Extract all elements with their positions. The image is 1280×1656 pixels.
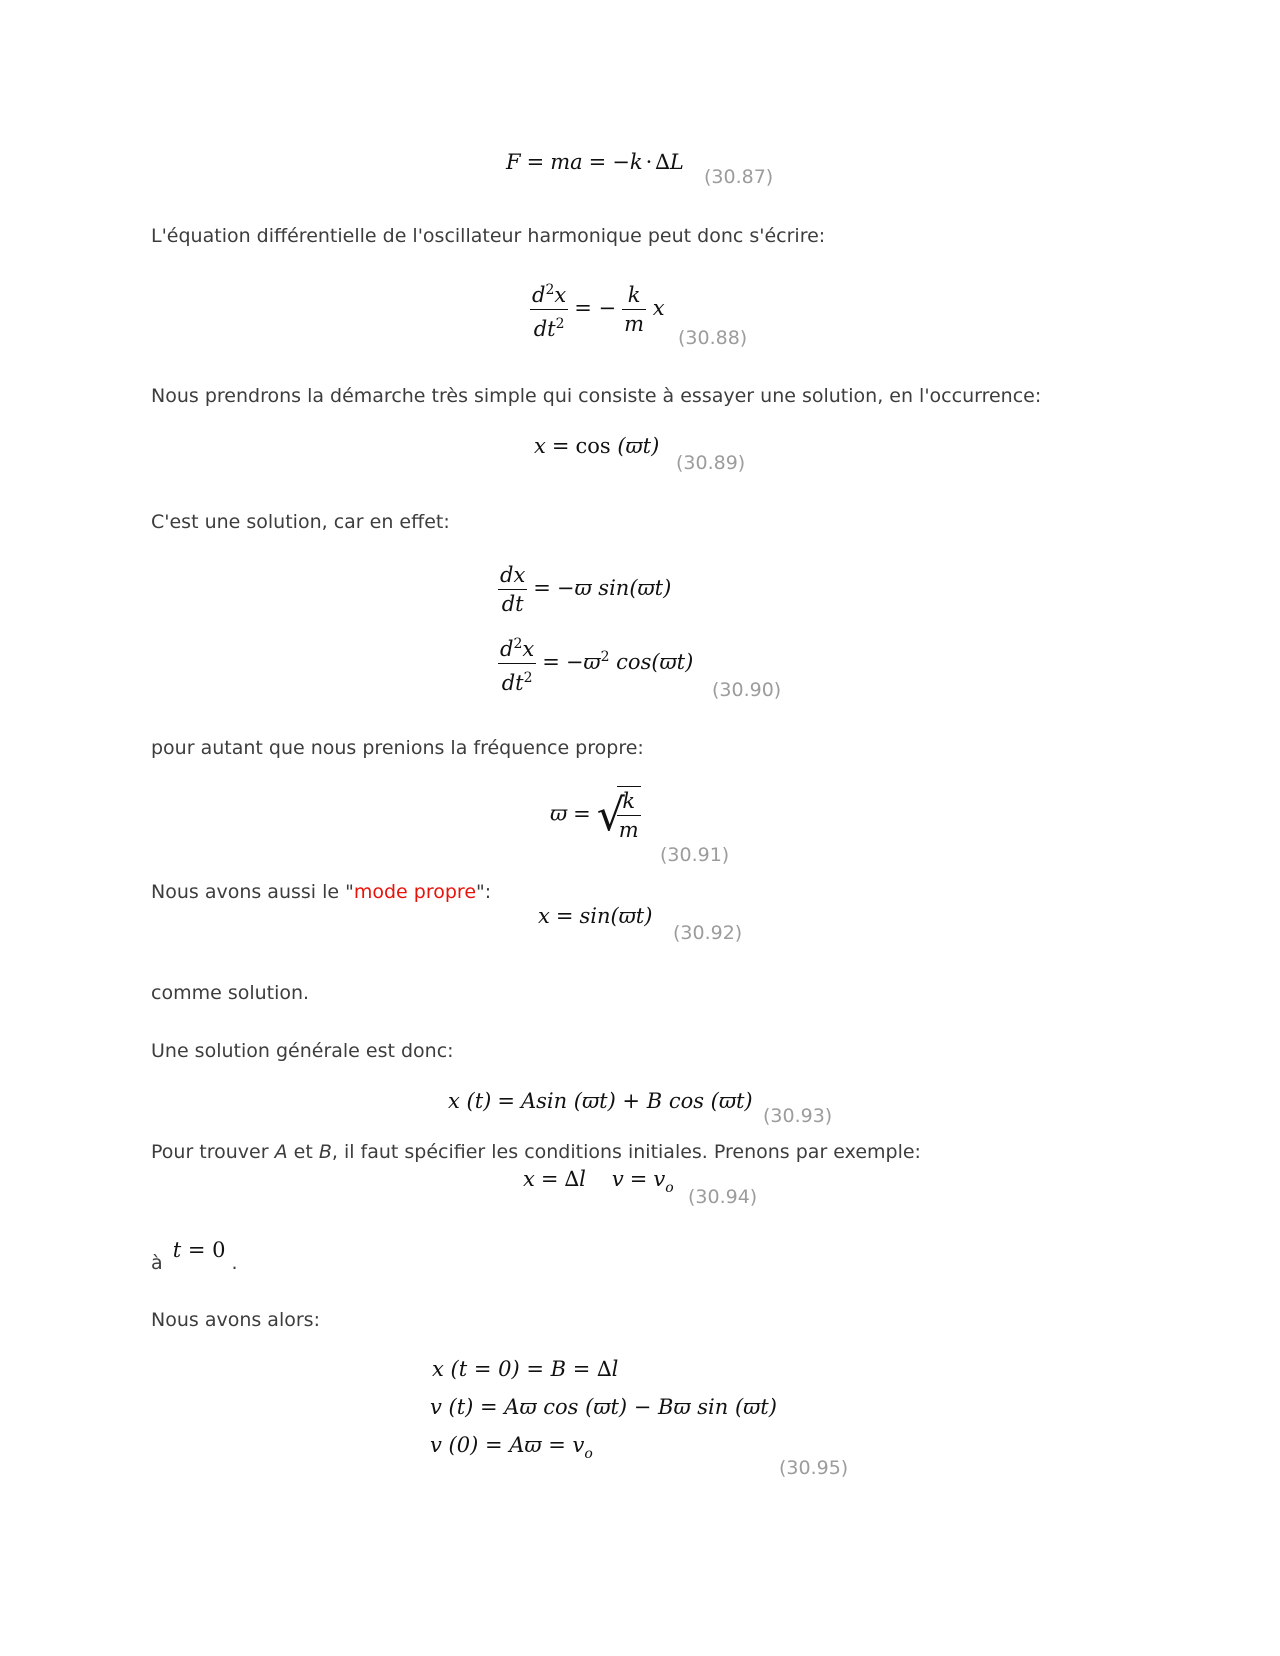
fraction-k-m: $\frac{k}{m}$ <box>624 283 645 336</box>
equation-30-95-line2: v (t) = Aϖ cos (ϖt) − Bϖ sin (ϖt) <box>430 1395 777 1419</box>
equation-number: (30.89) <box>676 452 746 474</box>
paragraph: Nous avons aussi le "mode propre": <box>151 881 492 903</box>
paragraph: L'équation différentielle de l'oscillateur harmonique peut donc s'écrire: <box>151 225 826 247</box>
math-t-equals-0: t = 0 <box>172 1238 226 1262</box>
paragraph: à t = 0 . <box>151 1238 238 1274</box>
equation-number: (30.92) <box>673 922 743 944</box>
paragraph: C'est une solution, car en effet: <box>151 511 450 533</box>
equation-30-90-line1: $\frac{dx}{dt}$ = −ϖ sin(ϖt) <box>500 563 672 616</box>
equation-number: (30.93) <box>763 1105 833 1127</box>
equation-30-87: F = ma = −k · ∆L <box>506 150 684 174</box>
paragraph: Nous avons alors: <box>151 1309 320 1331</box>
equation-number: (30.91) <box>660 844 730 866</box>
equation-30-93: x (t) = Asin (ϖt) + B cos (ϖt) <box>448 1089 753 1113</box>
equation-number: (30.87) <box>704 166 774 188</box>
equation-30-92: x = sin(ϖt) <box>538 904 653 928</box>
equation-30-95-line1: x (t = 0) = B = ∆l <box>432 1357 619 1381</box>
equation-30-88: $\frac{d^2x}{dt^2}$ = − $\frac{k}{m}$ x <box>530 276 665 343</box>
paragraph: Pour trouver A et B, il faut spécifier les conditions initiales. Prenons par exemple: <box>151 1141 921 1163</box>
paragraph: pour autant que nous prenions la fréquence propre: <box>151 737 644 759</box>
equation-number: (30.90) <box>712 679 782 701</box>
equation-30-95-line3: v $(0) = Aϖ = v_o$ <box>430 1433 593 1462</box>
mode-propre-link[interactable]: mode propre <box>353 881 477 903</box>
square-root: √ $\frac{k}{m}$ <box>597 786 641 844</box>
equation-30-90-line2: $\frac{d^2x}{dt^2}$ = $-ϖ^2$ cos(ϖt) <box>498 630 693 697</box>
paragraph: Nous prendrons la démarche très simple qui consiste à essayer une solution, en l'occurrence: <box>151 385 1042 407</box>
paragraph: comme solution. <box>151 982 310 1004</box>
equation-number: (30.94) <box>688 1186 758 1208</box>
fraction-d2x-dt2: $\frac{d^2x}{dt^2}$ <box>530 276 568 343</box>
equation-number: (30.88) <box>678 327 748 349</box>
paragraph: Une solution générale est donc: <box>151 1040 454 1062</box>
equation-number: (30.95) <box>779 1457 849 1479</box>
equation-30-89: x = cos (ϖt) <box>534 434 660 458</box>
equation-30-91: ϖ = √ $\frac{k}{m}$ <box>550 786 641 844</box>
equation-30-94: x = ∆l $v = v_o$ <box>523 1167 674 1196</box>
